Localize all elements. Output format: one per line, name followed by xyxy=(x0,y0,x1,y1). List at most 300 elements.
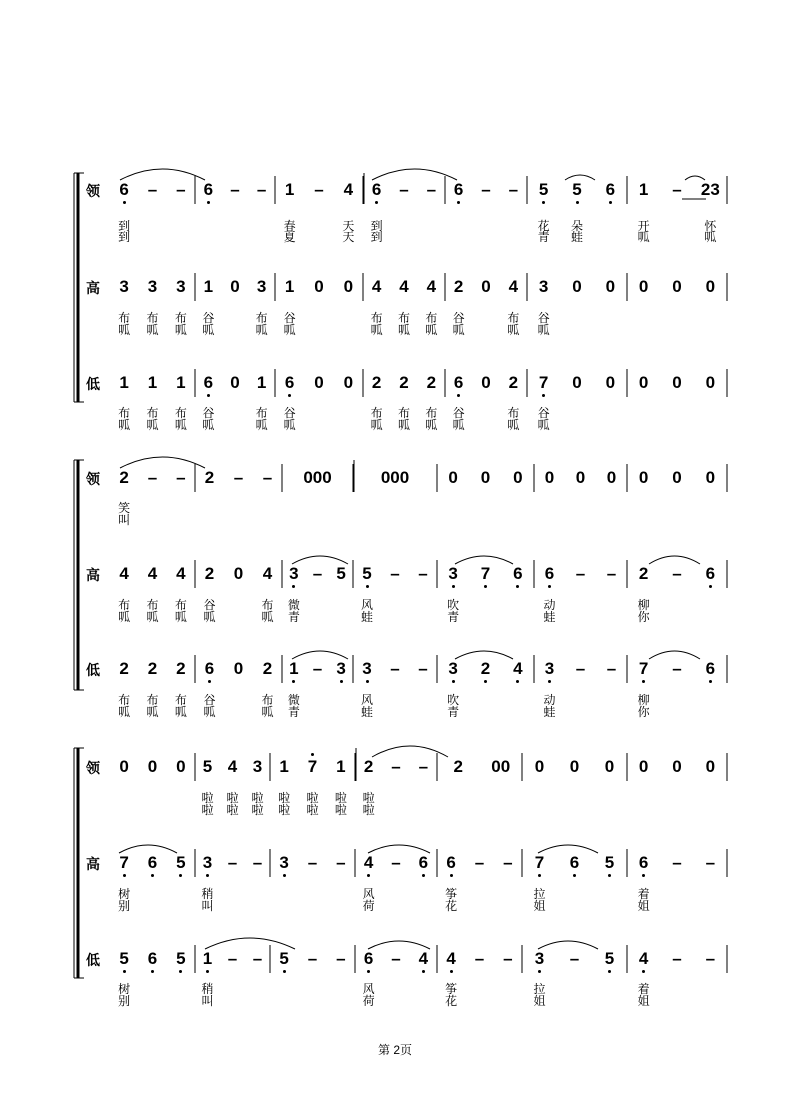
lyric: 呱 xyxy=(537,418,550,432)
lyric: 着 xyxy=(637,887,650,901)
lyric: 春 xyxy=(283,219,296,233)
note: 6 xyxy=(147,949,158,968)
note: 0 xyxy=(705,757,716,776)
lyric: 布 xyxy=(255,406,268,420)
note: 5 xyxy=(119,949,129,968)
lyric: 蛙 xyxy=(360,610,374,624)
slur xyxy=(292,651,348,659)
note: 4 xyxy=(446,949,456,968)
lyric: 叫 xyxy=(118,513,131,527)
octave-dot-below xyxy=(123,201,126,204)
note: 0 xyxy=(534,757,545,776)
note: 1 xyxy=(203,277,214,296)
note: 3 xyxy=(534,949,545,968)
lyric: 别 xyxy=(118,994,131,1008)
lyric: 呱 xyxy=(261,610,274,624)
note: 1 xyxy=(202,949,213,968)
note: – xyxy=(233,468,244,487)
note: 000 xyxy=(380,468,410,487)
part-label-lead: 领 xyxy=(86,471,100,487)
lyric: 谷 xyxy=(203,598,216,612)
octave-dot-below xyxy=(422,874,425,877)
lyric: 微 xyxy=(287,693,300,707)
lyric: 啦 xyxy=(334,803,347,817)
octave-dot-below xyxy=(709,680,712,683)
lyric: 呱 xyxy=(425,418,438,432)
lyric: 荷 xyxy=(362,994,375,1008)
note: – xyxy=(147,468,158,487)
note: 0 xyxy=(569,757,580,776)
note: 0 xyxy=(575,468,586,487)
note: 3 xyxy=(256,277,267,296)
slur xyxy=(120,457,205,468)
lyric: 蛙 xyxy=(570,230,584,244)
lyric: 呱 xyxy=(452,323,465,337)
lyric: 布 xyxy=(507,406,520,420)
note: – xyxy=(147,180,158,199)
note: 4 xyxy=(147,564,158,583)
slur xyxy=(368,941,430,949)
note: 6 xyxy=(371,180,382,199)
note: 0 xyxy=(605,373,616,392)
note: 0 xyxy=(544,468,555,487)
lyric: 呱 xyxy=(283,323,296,337)
note: 6 xyxy=(418,853,429,872)
note: 0 xyxy=(513,468,523,487)
note: 6 xyxy=(453,180,464,199)
note: 0 xyxy=(572,373,582,392)
note: – xyxy=(606,564,617,583)
note: – xyxy=(569,949,580,968)
note: – xyxy=(227,853,238,872)
lyric: 呱 xyxy=(370,418,383,432)
lyric: 布 xyxy=(146,598,159,612)
octave-dot-below xyxy=(484,680,487,683)
lyric: 呱 xyxy=(202,418,215,432)
note: 3 xyxy=(176,277,186,296)
lyric: 姐 xyxy=(533,994,546,1008)
note: 5 xyxy=(572,180,582,199)
lyric: 柳 xyxy=(637,598,650,612)
note: 1 xyxy=(119,373,129,392)
note: 4 xyxy=(343,180,354,199)
note: 6 xyxy=(705,659,716,678)
lyric: 姐 xyxy=(637,994,650,1008)
note: – xyxy=(503,949,513,968)
note: 4 xyxy=(363,853,374,872)
note: 0 xyxy=(638,468,649,487)
note: 0 xyxy=(481,277,491,296)
lyric: 呱 xyxy=(397,323,411,337)
note: – xyxy=(230,180,240,199)
note: 3 xyxy=(252,757,263,776)
octave-dot-below xyxy=(452,585,455,588)
lyric: 到 xyxy=(370,230,383,244)
note: 0 xyxy=(119,757,129,776)
note: 3 xyxy=(448,564,458,583)
octave-dot-below xyxy=(366,680,369,683)
note: 3 xyxy=(362,659,372,678)
note: 4 xyxy=(371,277,382,296)
note: – xyxy=(314,180,324,199)
note: 5 xyxy=(604,853,615,872)
note: 0 xyxy=(605,277,616,296)
note: 0 xyxy=(672,277,682,296)
note: – xyxy=(307,949,318,968)
lyric: 拉 xyxy=(533,982,546,996)
slur xyxy=(538,845,598,853)
note: – xyxy=(672,564,682,583)
note: 5 xyxy=(279,949,289,968)
slur xyxy=(649,556,700,564)
lyric: 布 xyxy=(397,406,411,420)
lyric: 夏 xyxy=(283,230,296,244)
slur xyxy=(372,169,457,180)
lyric: 呱 xyxy=(203,705,216,719)
lyric: 谷 xyxy=(452,406,465,420)
lyric: 花 xyxy=(445,899,458,913)
lyric: 稍 xyxy=(201,887,214,901)
note: 2 xyxy=(262,659,273,678)
note: 2 xyxy=(638,564,649,583)
note: – xyxy=(336,949,346,968)
note: – xyxy=(481,180,491,199)
lyric: 谷 xyxy=(452,311,465,325)
note: 3 xyxy=(544,659,555,678)
note: 1 xyxy=(638,180,649,199)
note: 0 xyxy=(480,468,491,487)
octave-dot-below xyxy=(608,874,611,877)
note: 2 xyxy=(176,659,186,678)
lyric: 谷 xyxy=(537,406,550,420)
note: 4 xyxy=(418,949,429,968)
lyric: 啦 xyxy=(226,791,239,805)
note: 5 xyxy=(176,853,186,872)
note: 2 xyxy=(508,373,519,392)
lyric: 布 xyxy=(174,693,187,707)
lyric: 树 xyxy=(118,982,131,996)
octave-dot-below xyxy=(340,680,343,683)
note: 7 xyxy=(480,564,491,583)
note: 6 xyxy=(204,659,215,678)
slur xyxy=(120,169,205,180)
lyric: 啦 xyxy=(201,803,214,817)
slur xyxy=(368,845,430,853)
lyric: 啦 xyxy=(201,791,214,805)
note: – xyxy=(606,659,617,678)
lyric: 风 xyxy=(360,598,374,612)
octave-dot-below xyxy=(207,394,210,397)
lyric: 微 xyxy=(287,598,300,612)
lyric: 呱 xyxy=(637,230,650,244)
lyric: 啦 xyxy=(362,791,375,805)
lyric: 呱 xyxy=(507,323,520,337)
lyric: 谷 xyxy=(537,311,550,325)
note: – xyxy=(672,853,682,872)
lyric: 到 xyxy=(118,219,131,233)
lyric: 呱 xyxy=(397,418,411,432)
octave-dot-below xyxy=(422,970,425,973)
part-label-lead: 领 xyxy=(86,760,100,776)
octave-dot-below xyxy=(123,874,126,877)
slur xyxy=(455,556,513,564)
note: 3 xyxy=(119,277,129,296)
lyric: 布 xyxy=(370,311,383,325)
note: 0 xyxy=(147,757,158,776)
lyric: 啦 xyxy=(306,803,319,817)
octave-dot-below xyxy=(366,585,369,588)
lyric: 呱 xyxy=(118,418,131,432)
lyric: 布 xyxy=(146,406,159,420)
octave-dot-above xyxy=(311,753,314,756)
lyric: 呱 xyxy=(174,418,187,432)
note: 3 xyxy=(336,659,346,678)
lyric: 呱 xyxy=(174,705,187,719)
lyric: 吹 xyxy=(447,693,460,707)
octave-dot-below xyxy=(608,970,611,973)
note: – xyxy=(176,468,186,487)
lyric: 开 xyxy=(637,219,650,233)
lyric: 呱 xyxy=(537,323,550,337)
lyric: 呱 xyxy=(174,323,187,337)
lyric: 青 xyxy=(287,610,300,624)
note: 5 xyxy=(202,757,213,776)
lyric: 蛙 xyxy=(543,610,556,624)
note: 3 xyxy=(202,853,213,872)
note: 2 xyxy=(204,468,215,487)
lyric: 布 xyxy=(397,311,411,325)
note: 2 xyxy=(119,659,129,678)
lyric: 风 xyxy=(362,887,375,901)
lyric: 啦 xyxy=(226,803,239,817)
note: 6 xyxy=(513,564,523,583)
note: 0 xyxy=(638,373,649,392)
octave-dot-below xyxy=(548,680,551,683)
note: – xyxy=(176,180,186,199)
lyric: 青 xyxy=(537,230,550,244)
lyric: 动 xyxy=(543,693,556,707)
note: – xyxy=(391,757,401,776)
lyric: 筝 xyxy=(445,887,458,901)
note: 2 xyxy=(119,468,129,487)
note: 7 xyxy=(534,853,545,872)
lyric: 啦 xyxy=(362,803,375,817)
lyric: 布 xyxy=(425,311,438,325)
note: 2 xyxy=(453,757,463,776)
lyric: 啦 xyxy=(278,803,291,817)
lyric: 天 xyxy=(342,230,355,244)
lyric: 青 xyxy=(447,705,460,719)
note: – xyxy=(390,564,400,583)
note: 2 xyxy=(147,659,158,678)
note: 3 xyxy=(538,277,549,296)
octave-dot-below xyxy=(538,874,541,877)
lyric: 谷 xyxy=(202,406,215,420)
lyric: 着 xyxy=(637,982,650,996)
lyric: 布 xyxy=(261,693,274,707)
note: 0 xyxy=(233,564,244,583)
lyric: 姐 xyxy=(533,899,546,913)
lyric: 朵 xyxy=(570,219,584,233)
note: 3 xyxy=(289,564,299,583)
octave-dot-below xyxy=(206,970,209,973)
note: – xyxy=(312,659,323,678)
lyric: 筝 xyxy=(445,982,458,996)
lyric: 布 xyxy=(174,406,187,420)
note: – xyxy=(336,853,346,872)
part-label-high: 高 xyxy=(86,856,100,872)
note: 6 xyxy=(363,949,374,968)
note: 0 xyxy=(230,373,240,392)
note: 5 xyxy=(604,949,615,968)
lyric: 呱 xyxy=(146,418,159,432)
slur xyxy=(538,941,598,949)
lyric: 布 xyxy=(255,311,268,325)
note: 1 xyxy=(147,373,158,392)
octave-dot-below xyxy=(452,680,455,683)
lyric: 呱 xyxy=(146,610,159,624)
lyric: 啦 xyxy=(306,791,319,805)
octave-dot-below xyxy=(123,970,126,973)
note: – xyxy=(672,180,682,199)
note: 0 xyxy=(314,277,324,296)
note: – xyxy=(391,949,401,968)
note: – xyxy=(575,659,586,678)
lyric: 你 xyxy=(637,705,650,719)
lyric: 树 xyxy=(118,887,131,901)
note: 6 xyxy=(705,564,716,583)
lyric: 呱 xyxy=(203,610,216,624)
lyric: 啦 xyxy=(251,803,264,817)
note: – xyxy=(256,180,267,199)
note: 0 xyxy=(343,277,354,296)
note: 4 xyxy=(638,949,649,968)
note: 1 xyxy=(284,277,295,296)
note: 2 xyxy=(399,373,409,392)
slur xyxy=(649,651,700,659)
lyric: 布 xyxy=(118,406,131,420)
lyric: 布 xyxy=(261,598,274,612)
note: 0 xyxy=(672,373,682,392)
note: 0 xyxy=(638,277,649,296)
note: 4 xyxy=(508,277,519,296)
note: 0 xyxy=(672,468,682,487)
lyric: 呱 xyxy=(174,610,187,624)
lyric: 到 xyxy=(370,219,383,233)
lyric: 荷 xyxy=(362,899,375,913)
note: 0 xyxy=(672,757,682,776)
octave-dot-below xyxy=(484,585,487,588)
note: 0 xyxy=(233,659,244,678)
note: – xyxy=(705,853,716,872)
lyric: 别 xyxy=(118,899,131,913)
note: 2 xyxy=(453,277,464,296)
lyric: 呱 xyxy=(146,323,159,337)
lyric: 布 xyxy=(146,693,159,707)
octave-dot-below xyxy=(207,201,210,204)
lyric: 呱 xyxy=(425,323,438,337)
note: 0 xyxy=(481,373,491,392)
note: 2 xyxy=(363,757,374,776)
lyric: 呱 xyxy=(255,418,268,432)
octave-dot-below xyxy=(283,970,286,973)
octave-dot-below xyxy=(208,680,211,683)
lyric: 布 xyxy=(507,311,520,325)
note: 1 xyxy=(336,757,346,776)
lyric: 啦 xyxy=(251,791,264,805)
note: 0 xyxy=(638,757,649,776)
lyric: 你 xyxy=(637,610,650,624)
octave-dot-below xyxy=(609,201,612,204)
lyric: 姐 xyxy=(637,899,650,913)
note: 4 xyxy=(119,564,129,583)
octave-dot-below xyxy=(576,201,579,204)
note: 6 xyxy=(638,853,649,872)
octave-dot-below xyxy=(548,585,551,588)
note: 0 xyxy=(606,468,617,487)
note: 1 xyxy=(284,180,295,199)
note: – xyxy=(418,659,428,678)
note: 0 xyxy=(448,468,458,487)
note: 7 xyxy=(307,757,318,776)
octave-dot-below xyxy=(709,585,712,588)
lyric: 布 xyxy=(118,693,131,707)
lyric: 花 xyxy=(537,219,550,233)
lyric: 布 xyxy=(425,406,438,420)
note: 6 xyxy=(284,373,295,392)
note: 5 xyxy=(538,180,549,199)
octave-dot-below xyxy=(151,874,154,877)
note: 0 xyxy=(230,277,240,296)
note: 5 xyxy=(362,564,372,583)
slur xyxy=(205,938,295,949)
lyric: 啦 xyxy=(334,791,347,805)
note: 7 xyxy=(119,853,129,872)
slur xyxy=(455,651,513,659)
note: 6 xyxy=(605,180,616,199)
note: 6 xyxy=(203,373,214,392)
note: – xyxy=(705,949,716,968)
note: 6 xyxy=(544,564,555,583)
lyric: 蛙 xyxy=(360,705,374,719)
note: – xyxy=(399,180,409,199)
lyric: 青 xyxy=(447,610,460,624)
lyric: 布 xyxy=(174,598,187,612)
note: 0 xyxy=(604,757,615,776)
note: 4 xyxy=(262,564,273,583)
note: 23 xyxy=(700,180,720,199)
lyric: 呱 xyxy=(283,418,296,432)
note: – xyxy=(390,659,400,678)
lyric: 呱 xyxy=(118,610,131,624)
note: – xyxy=(418,564,428,583)
lyric: 啦 xyxy=(278,791,291,805)
lyric: 风 xyxy=(360,693,374,707)
lyric: 呱 xyxy=(507,418,520,432)
note: 4 xyxy=(399,277,409,296)
lyric: 花 xyxy=(445,994,458,1008)
lyric: 稍 xyxy=(201,982,214,996)
note: 6 xyxy=(446,853,456,872)
note: – xyxy=(503,853,513,872)
part-label-high: 高 xyxy=(86,280,100,296)
lyric: 布 xyxy=(118,598,131,612)
lyric: 呱 xyxy=(202,323,215,337)
lyric: 布 xyxy=(146,311,159,325)
note: 1 xyxy=(289,659,299,678)
page-number: 第 2页 xyxy=(377,1043,412,1057)
note: 1 xyxy=(256,373,267,392)
